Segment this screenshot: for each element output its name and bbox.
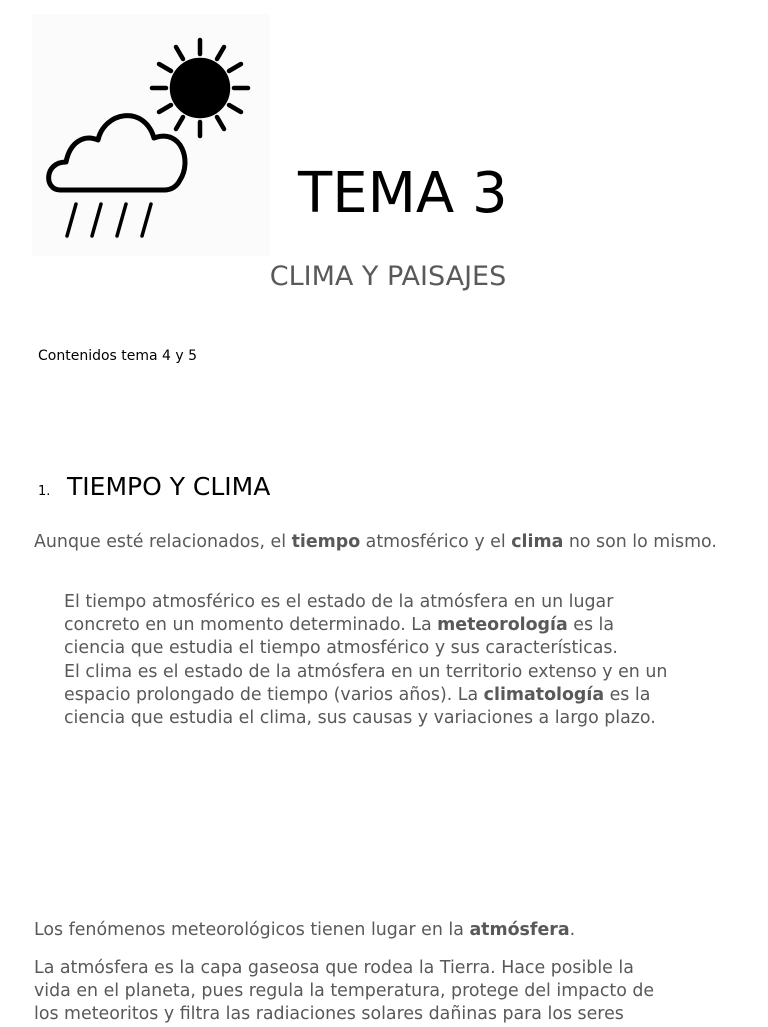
text: espacio prolongado de tiempo (varios años). La [64, 684, 484, 705]
text: Los fenómenos meteorológicos tienen lugar en la [34, 920, 470, 940]
text: concreto en un momento determinado. La [64, 615, 438, 636]
text: es la [604, 684, 651, 705]
section-heading [38, 472, 270, 501]
text: no son lo mismo. [563, 532, 717, 552]
text: Aunque esté relacionados, el [34, 532, 292, 552]
section-number: 1. [38, 484, 51, 499]
line [64, 684, 754, 707]
text: atmosférico y el [360, 532, 512, 552]
section-title: TIEMPO Y CLIMA [67, 472, 271, 501]
line: ciencia que estudia el clima, sus causas y variaciones a largo plazo. [64, 708, 656, 729]
line: los meteoritos y filtra las radiaciones solares dañinas para los seres [34, 1004, 624, 1025]
intro-paragraph [34, 531, 754, 554]
rain-icon [67, 204, 151, 236]
bold-term-climatologia: climatología [483, 684, 605, 705]
bold-term-clima: clima [511, 532, 564, 552]
sun-cloud-rain-icon [32, 14, 270, 256]
line: vida en el planeta, pues regula la temperatura, protege del impacto de [34, 981, 655, 1002]
sun-icon [152, 40, 248, 136]
line: La atmósfera es la capa gaseosa que rodea la Tierra. Hace posible la [34, 958, 634, 978]
line: ciencia que estudia el tiempo atmosférico y sus características. [64, 638, 618, 659]
cloud-icon [49, 116, 185, 190]
bold-term-meteorologia: meteorología [437, 615, 568, 636]
definitions-paragraph [64, 591, 754, 730]
contents-note: Contenidos tema 4 y 5 [38, 348, 198, 364]
page-title: TEMA 3 [298, 161, 508, 226]
page-subtitle: CLIMA Y PAISAJES [269, 261, 507, 292]
text: . [569, 920, 576, 940]
atmosphere-paragraph [34, 957, 754, 1027]
bold-term-tiempo: tiempo [291, 532, 361, 552]
line: El tiempo atmosférico es el estado de la atmósfera en un lugar [64, 592, 614, 612]
atmosphere-intro-paragraph [34, 919, 754, 942]
text: es la [567, 615, 615, 636]
line [64, 614, 754, 637]
bold-term-atmosfera: atmósfera [469, 920, 570, 940]
line: El clima es el estado de la atmósfera en un territorio extenso y en un [64, 661, 668, 682]
